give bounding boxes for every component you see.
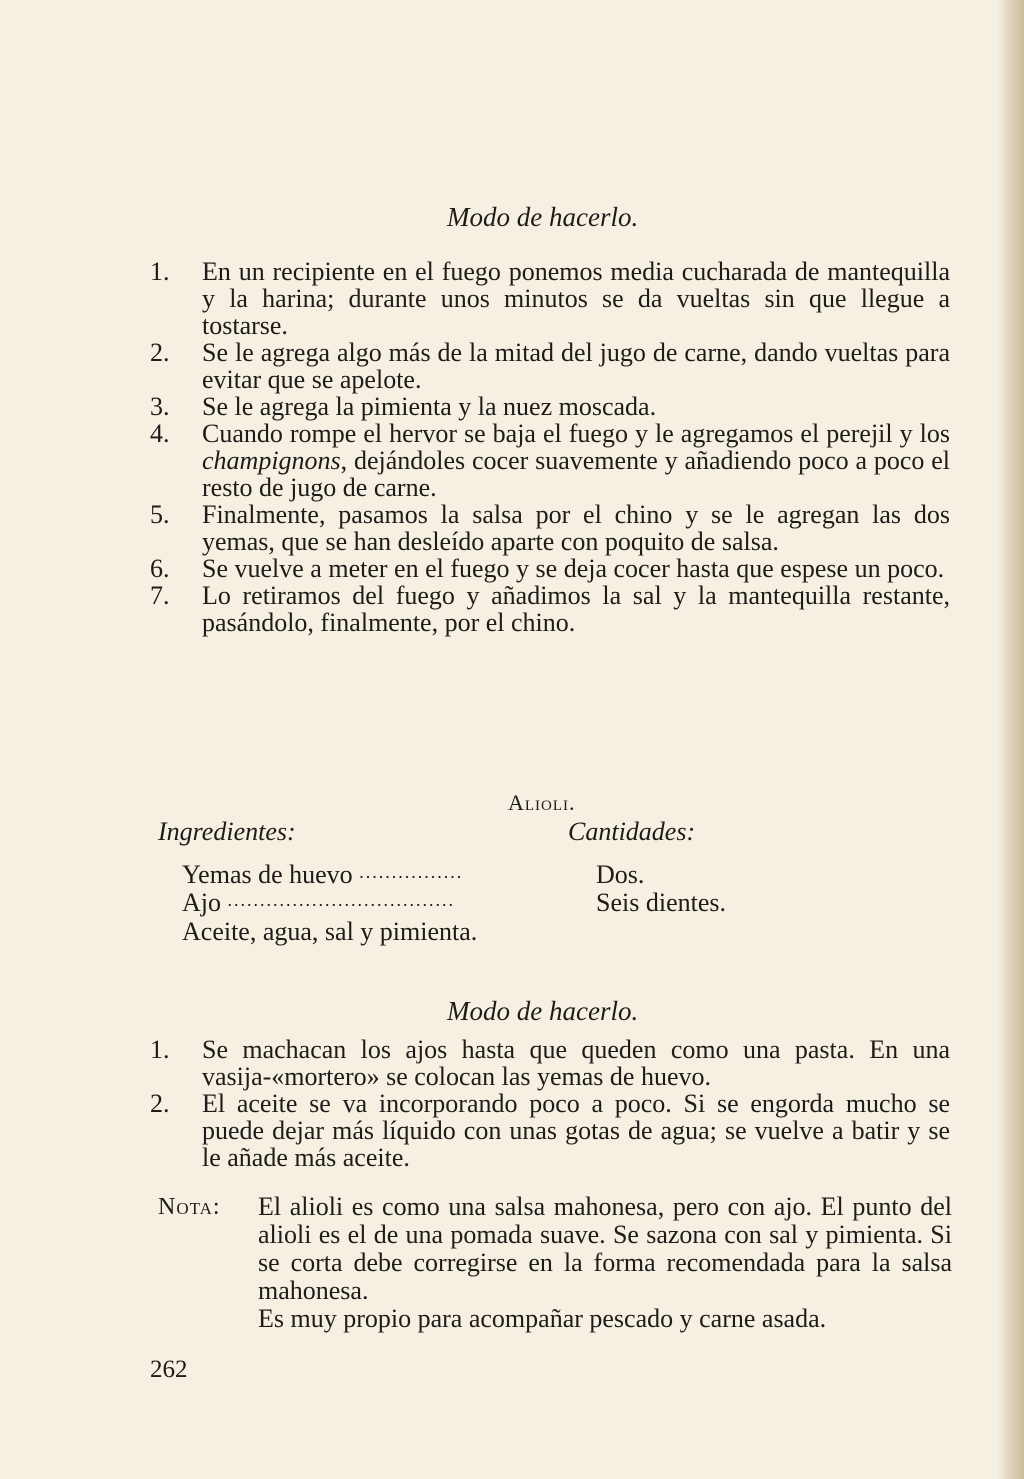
ingredient-quantity: Dos. — [596, 860, 645, 889]
step-text: Se le agrega la pimienta y la nuez moscada. — [202, 392, 657, 421]
step-text: El aceite se va incorporando poco a poco. Si se engorda mucho se puede dejar más líquido con unas gotas de agua; se vuelve a batir y se le añade más aceite. — [202, 1089, 950, 1172]
recipe-title: Alioli. — [508, 790, 576, 815]
step-number: 1. — [150, 257, 170, 286]
step-text: Se machacan los ajos hasta que queden como una pasta. En una vasija-«mortero» se colocan las yemas de huevo. — [202, 1035, 950, 1091]
list-item — [150, 1090, 950, 1171]
step-number: 5. — [150, 500, 170, 529]
dot-leader: ................ — [359, 862, 464, 882]
step-number: 2. — [150, 338, 170, 367]
steps-list-alioli — [150, 1036, 950, 1171]
step-text-part: Cuando rompe el hervor se baja el fuego y le agregamos el perejil y los — [202, 419, 950, 448]
quantities-header: Cantidades: — [568, 817, 696, 846]
step-text-part: , dejándoles cocer suavemente y añadiendo poco a poco el resto de jugo de carne. — [202, 446, 950, 502]
step-number: 2. — [150, 1089, 170, 1118]
ingredient-label: Ajo — [182, 888, 221, 917]
list-item — [150, 339, 950, 393]
note-paragraph: El alioli es como una salsa mahonesa, pero con ajo. El punto del alioli es el de una pomada suave. Se sazona con sal y pimienta. Si se corta debe corregirse en la forma recomendada para la salsa mahonesa. — [258, 1192, 952, 1305]
step-text: En un recipiente en el fuego ponemos media cucharada de mantequilla y la harina; durante unos minutos se da vueltas sin que llegue a tostarse. — [202, 257, 950, 340]
note-block — [158, 1193, 952, 1333]
step-number: 3. — [150, 392, 170, 421]
ingredient-label: Yemas de huevo — [182, 860, 353, 889]
list-item — [150, 1036, 950, 1090]
ingredient-name — [182, 860, 509, 890]
step-text: Lo retiramos del fuego y añadimos la sal y la mantequilla restante, pasándolo, finalmente, por el chino. — [202, 581, 950, 637]
ingredient-quantity: Seis dientes. — [596, 888, 726, 917]
note-text — [258, 1193, 952, 1333]
note-label: Nota: — [158, 1194, 221, 1220]
step-number: 4. — [150, 419, 170, 448]
ingredient-name — [182, 888, 518, 918]
note-paragraph: Es muy propio para acompañar pescado y carne asada. — [258, 1304, 827, 1333]
list-item — [150, 555, 950, 582]
step-text — [202, 420, 950, 501]
steps-list-section1 — [150, 258, 950, 636]
page-number: 262 — [150, 1356, 188, 1383]
page-edge-shadow — [998, 0, 1024, 1479]
step-number: 7. — [150, 581, 170, 610]
step-number: 6. — [150, 554, 170, 583]
ingredient-name — [182, 917, 477, 947]
list-item — [150, 420, 950, 501]
dot-leader: ................................... — [227, 890, 455, 910]
section-heading-modo: Modo de hacerlo. — [447, 996, 639, 1026]
step-text-italic: champignons — [202, 446, 341, 475]
ingredients-header: Ingredientes: — [158, 817, 296, 846]
list-item — [150, 582, 950, 636]
step-text: Se vuelve a meter en el fuego y se deja cocer hasta que espese un poco. — [202, 554, 945, 583]
section-heading-modo: Modo de hacerlo. — [447, 202, 639, 232]
step-number: 1. — [150, 1035, 170, 1064]
step-text: Se le agrega algo más de la mitad del jugo de carne, dando vueltas para evitar que se apelote. — [202, 338, 950, 394]
ingredient-label: Aceite, agua, sal y pimienta. — [182, 917, 478, 946]
list-item — [150, 501, 950, 555]
list-item — [150, 393, 950, 420]
list-item — [150, 258, 950, 339]
step-text: Finalmente, pasamos la salsa por el chino y se le agregan las dos yemas, que se han desleído aparte con poquito de salsa. — [202, 500, 950, 556]
